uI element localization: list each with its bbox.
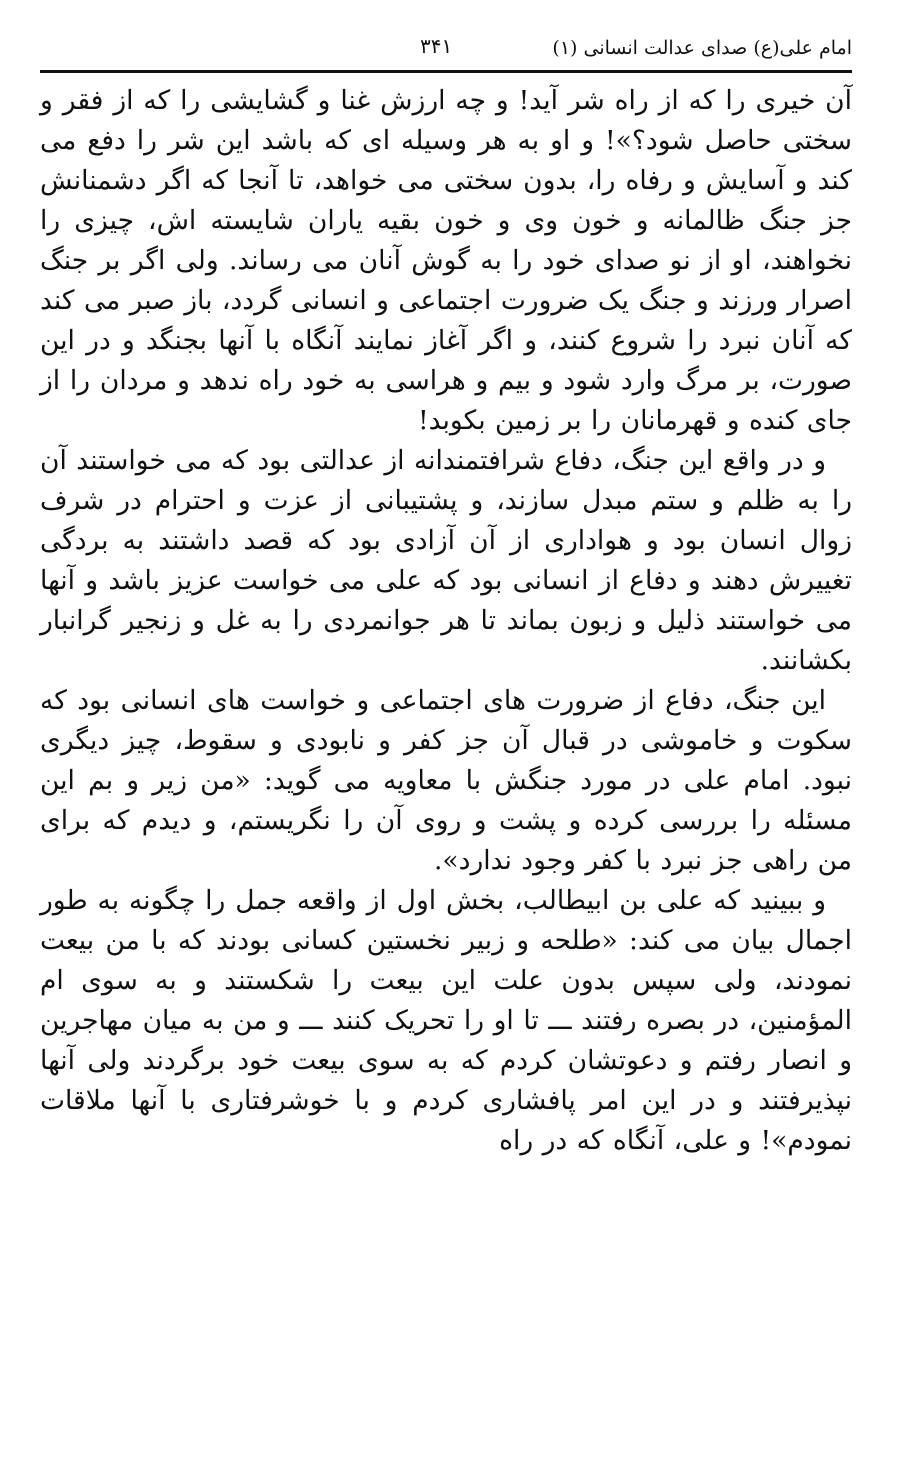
body-text — [40, 81, 852, 1161]
book-page — [40, 26, 852, 1161]
paragraph: و ببینید که علی بن ابیطالب، بخش اول از واقعه جمل را چگونه به طور اجمال بیان می کند: «طلحه و زبیر نخستین کسانی بودند که با من بیعت نمودند، ولی سپس بدون علت این بیعت را شکستند و به سوی ام المؤمنین، در بصره رفتند ـــ تا او را تحریک کنند ـــ و من به میان مهاجرین و انصار رفتم و دعوتشان کردم که به سوی بیعت خود برگردند ولی آنها نپذیرفتند و در این امر پافشاری کردم و با خوشرفتاری با آنها ملاقات نمودم»! و علی، آنگاه که در راه — [40, 885, 852, 1156]
page-header — [40, 26, 852, 73]
paragraph: این جنگ، دفاع از ضرورت های اجتماعی و خواست های انسانی بود که سکوت و خاموشی در قبال آن جز کفر و نابودی و سقوط، چیز دیگری نبود. امام علی در مورد جنگش با معاویه می گوید: «من زیر و بم این مسئله را بررسی کرده و پشت و روی آن را نگریستم، و دیدم که برای من راهی جز نبرد با کفر وجود ندارد». — [40, 685, 852, 876]
page-number: ۳۴۱ — [420, 34, 453, 58]
paragraph: آن خیری را که از راه شر آید! و چه ارزش غنا و گشایشی را که از فقر و سختی حاصل شود؟»! و او به هر وسیله ای که باشد این شر را دفع می کند و آسایش و رفاه را، بدون سختی می خواهد، تا آنجا که اگر دشمنانش جز جنگ ظالمانه و خون وی و خون بقیه یاران شایسته اش، چیزی را نخواهند، او از نو صدای خود را به گوش آنان می رساند. ولی اگر بر جنگ اصرار ورزند و جنگ یک ضرورت اجتماعی و انسانی گردد، باز صبر می کند که آنان نبرد را شروع کنند، و اگر آغاز نمایند آنگاه با آنها بجنگد و در این صورت، بر مرگ وارد شود و بیم و هراسی به خود راه ندهد و مردان را از جای کنده و قهرمانان را بر زمین بکوبد! — [40, 85, 852, 436]
paragraph: و در واقع این جنگ، دفاع شرافتمندانه از عدالتی بود که می خواستند آن را به ظلم و ستم مبدل سازند، و پشتیبانی از عزت و احترام در شرف زوال انسان بود و هواداری از آن آزادی بود که قصد داشتند به بردگی تغییرش دهند و دفاع از انسانی بود که علی می خواست عزیز باشد و آنها می خواستند ذلیل و زبون بماند تا هر جوانمردی را به غل و زنجیر گرانبار بکشانند. — [40, 445, 852, 676]
running-title: امام علی(ع) صدای عدالت انسانی (۱) — [552, 37, 852, 59]
